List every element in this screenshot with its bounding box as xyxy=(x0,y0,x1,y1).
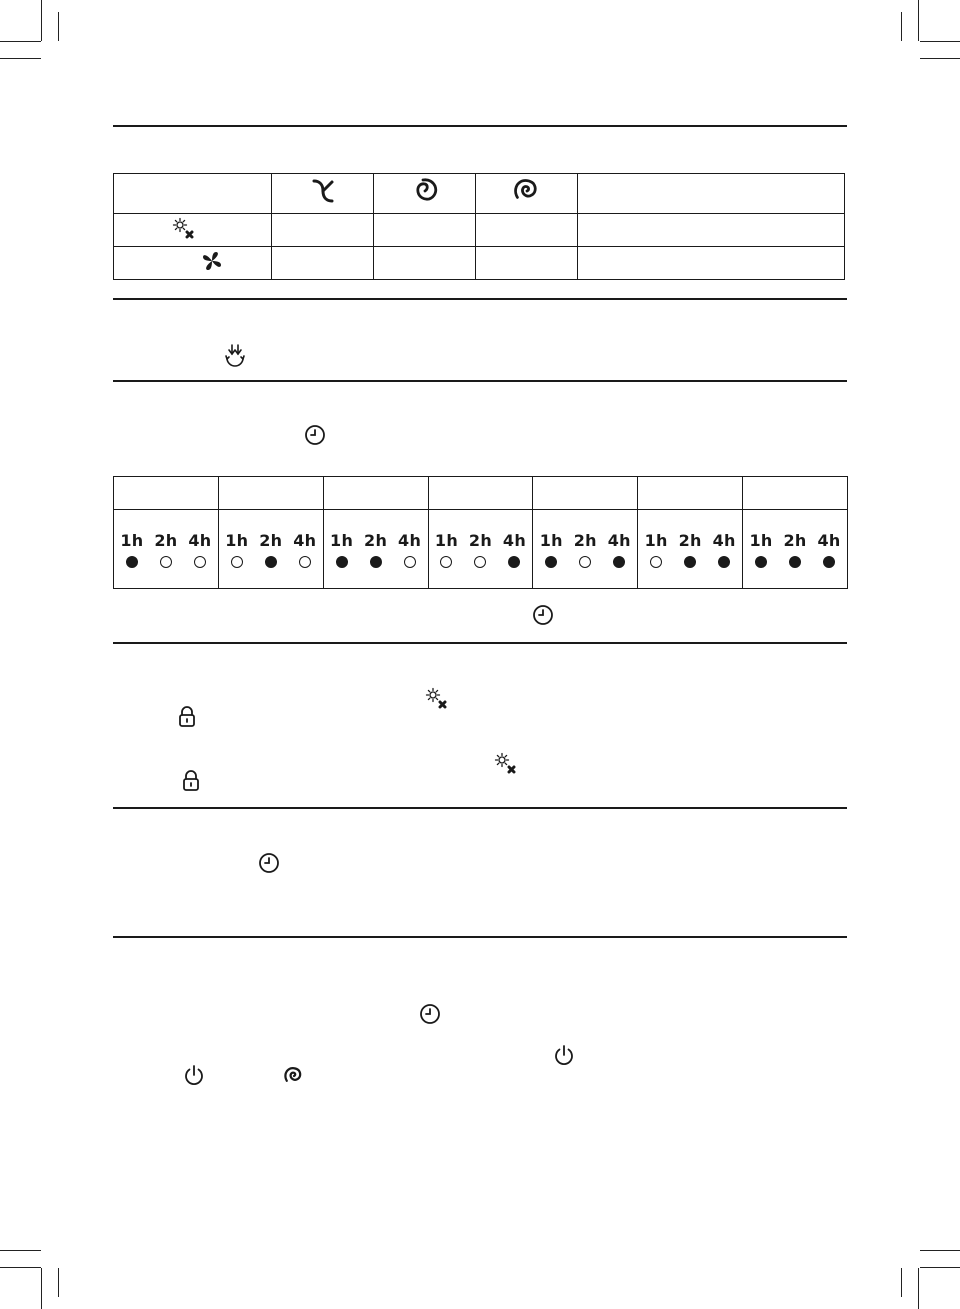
crop-mark-tr-h2 xyxy=(920,58,960,59)
crop-mark-br-v2 xyxy=(901,1268,902,1297)
fan-speed-2-cell xyxy=(374,247,476,280)
crop-mark-bl-v xyxy=(41,1268,42,1309)
crop-mark-tr-v2 xyxy=(901,12,902,41)
timer-table-header-cell xyxy=(323,477,428,510)
light-fan-icon xyxy=(172,217,194,244)
timer-indicator-on xyxy=(613,556,625,568)
timer-hour-label: 4h xyxy=(817,530,841,550)
timer-hour-label: 2h xyxy=(468,530,493,550)
crop-mark-tr-v xyxy=(918,0,919,41)
timer-table-header-cell xyxy=(533,477,638,510)
timer-hour-label: 2h xyxy=(573,530,597,550)
timer-indicator-off xyxy=(160,556,172,568)
crop-mark-br-v xyxy=(918,1268,919,1309)
light-fan-row-label xyxy=(114,214,272,247)
timer-indicator-on xyxy=(336,556,348,568)
speed-1-icon xyxy=(308,176,338,211)
timer-hour-label: 4h xyxy=(607,530,631,550)
timer-indicator-on xyxy=(789,556,801,568)
timer-hour-label: 1h xyxy=(120,530,144,550)
timer-table-header-cell xyxy=(428,477,533,510)
timer-table-header-cell xyxy=(218,477,323,510)
timer-indicator-on xyxy=(126,556,138,568)
timer-combination-cell xyxy=(428,510,533,589)
timer-indicator-off xyxy=(299,556,311,568)
crop-mark-tl-h2 xyxy=(0,58,41,59)
timer-hour-label: 1h xyxy=(330,530,354,550)
timer-indicator-on xyxy=(508,556,520,568)
timer-hour-label: 1h xyxy=(434,530,459,550)
timer-table-header-cell xyxy=(114,477,219,510)
timer-hour-label: 2h xyxy=(259,530,283,550)
timer-icon xyxy=(532,604,554,626)
timer-hour-label: 2h xyxy=(783,530,807,550)
timer-table-header-cell xyxy=(743,477,848,510)
timer-indicator-on xyxy=(718,556,730,568)
timer-hour-label: 1h xyxy=(644,530,668,550)
speed-2-cell xyxy=(374,174,476,214)
crop-mark-bl-h xyxy=(0,1250,41,1251)
timer-hour-label: 1h xyxy=(749,530,773,550)
fan-row-label xyxy=(114,247,272,280)
timer-hour-label: 1h xyxy=(539,530,563,550)
crop-mark-bl-v2 xyxy=(58,1268,59,1297)
section-divider xyxy=(113,642,847,644)
timer-indicator-off xyxy=(579,556,591,568)
section-divider xyxy=(113,936,847,938)
timer-indicator-off xyxy=(231,556,243,568)
section-divider xyxy=(113,298,847,300)
section-divider xyxy=(113,125,847,127)
crop-mark-tr-h xyxy=(920,41,960,42)
timer-indicator-off xyxy=(650,556,662,568)
light-fan-speed-3-cell xyxy=(476,214,578,247)
timer-indicator-off xyxy=(474,556,486,568)
timer-indicator-on xyxy=(370,556,382,568)
timer-combination-cell xyxy=(323,510,428,589)
timer-indicator-off xyxy=(194,556,206,568)
timer-indicator-on xyxy=(545,556,557,568)
fan-desc-cell xyxy=(578,247,845,280)
timer-indicator-on xyxy=(823,556,835,568)
speed-3-icon xyxy=(511,175,543,212)
timer-combination-cell xyxy=(743,510,848,589)
timer-combination-cell xyxy=(114,510,219,589)
light-fan-speed-2-cell xyxy=(374,214,476,247)
timer-indicator-off xyxy=(404,556,416,568)
timer-combination-cell xyxy=(533,510,638,589)
timer-indicator-on xyxy=(265,556,277,568)
timer-combination-cell xyxy=(218,510,323,589)
speed-3-icon xyxy=(282,1064,306,1088)
crop-mark-bl-h2 xyxy=(0,1267,41,1268)
crop-mark-tl-v xyxy=(41,0,42,41)
light-fan-desc-cell xyxy=(578,214,845,247)
fan-speed-1-cell xyxy=(272,247,374,280)
timer-icon xyxy=(419,1003,441,1025)
swing-icon xyxy=(223,343,247,367)
crop-mark-br-h xyxy=(920,1250,960,1251)
timer-hour-label: 2h xyxy=(678,530,702,550)
fan-icon xyxy=(201,250,223,277)
lock-icon xyxy=(182,770,200,792)
timer-hour-label: 4h xyxy=(398,530,422,550)
timer-hour-label: 4h xyxy=(188,530,212,550)
speed-table xyxy=(113,173,845,280)
speed-1-cell xyxy=(272,174,374,214)
crop-mark-tl-v2 xyxy=(58,12,59,41)
speed-desc-cell xyxy=(578,174,845,214)
crop-mark-br-h2 xyxy=(920,1267,960,1268)
timer-table xyxy=(113,476,848,589)
lock-icon xyxy=(178,706,196,728)
speed-3-cell xyxy=(476,174,578,214)
power-icon xyxy=(553,1044,575,1066)
light-fan-icon xyxy=(425,687,447,709)
timer-hour-label: 4h xyxy=(502,530,527,550)
power-icon xyxy=(183,1064,205,1086)
timer-combination-cell xyxy=(638,510,743,589)
speed-table-corner-cell xyxy=(114,174,272,214)
timer-hour-label: 4h xyxy=(293,530,317,550)
timer-table-header-cell xyxy=(638,477,743,510)
timer-icon xyxy=(258,852,280,874)
section-divider xyxy=(113,380,847,382)
section-divider xyxy=(113,807,847,809)
timer-hour-label: 1h xyxy=(225,530,249,550)
timer-indicator-on xyxy=(684,556,696,568)
timer-indicator-on xyxy=(755,556,767,568)
timer-hour-label: 4h xyxy=(712,530,736,550)
fan-speed-3-cell xyxy=(476,247,578,280)
speed-2-icon xyxy=(410,176,440,211)
timer-icon xyxy=(304,424,326,446)
crop-mark-tl-h xyxy=(0,41,41,42)
timer-hour-label: 2h xyxy=(154,530,178,550)
light-fan-icon xyxy=(494,752,516,774)
light-fan-speed-1-cell xyxy=(272,214,374,247)
timer-indicator-off xyxy=(440,556,452,568)
timer-hour-label: 2h xyxy=(364,530,388,550)
